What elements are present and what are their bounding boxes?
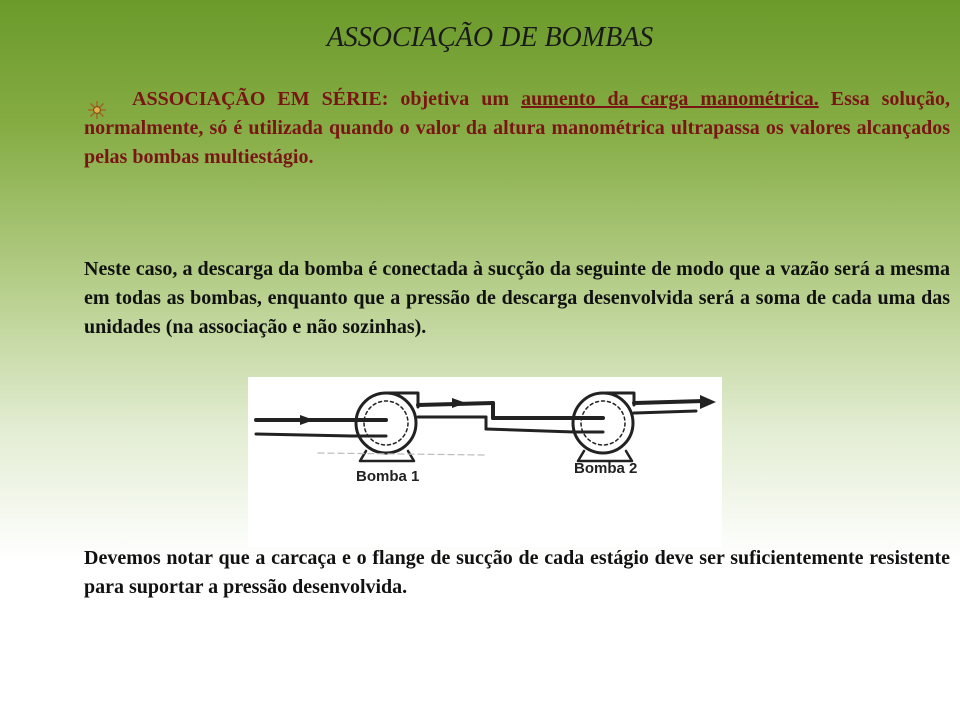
pump2-label: Bomba 2 <box>574 460 638 477</box>
series-lead-text: ASSOCIAÇÃO EM SÉRIE: objetiva um <box>132 88 522 110</box>
pump1-label: Bomba 1 <box>356 468 420 485</box>
series-rest-text: Essa solução, normalmente, só é utilizada quando o valor da altura manométrica ultrapassa os valores alcançados pelas bombas multiestágio. <box>84 88 950 168</box>
series-underlined-text: aumento da carga manométrica. <box>521 88 819 110</box>
paragraph-discharge-explanation: Neste caso, a descarga da bomba é conectada à sucção da seguinte de modo que a vazão será a mesma em todas as bombas, enquanto que a pressão de descarga desenvolvida será a soma de cada uma das unidades (na associação e não sozinhas). <box>84 258 950 338</box>
paragraph-series-association <box>84 85 950 172</box>
paragraph-casing-note: Devemos notar que a carcaça e o flange de sucção de cada estágio deve ser suficientemente resistente para suportar a pressão desenvolvida. <box>84 547 950 598</box>
slide-title: ASSOCIAÇÃO DE BOMBAS <box>326 22 654 53</box>
pumps-in-series-diagram <box>248 377 722 547</box>
